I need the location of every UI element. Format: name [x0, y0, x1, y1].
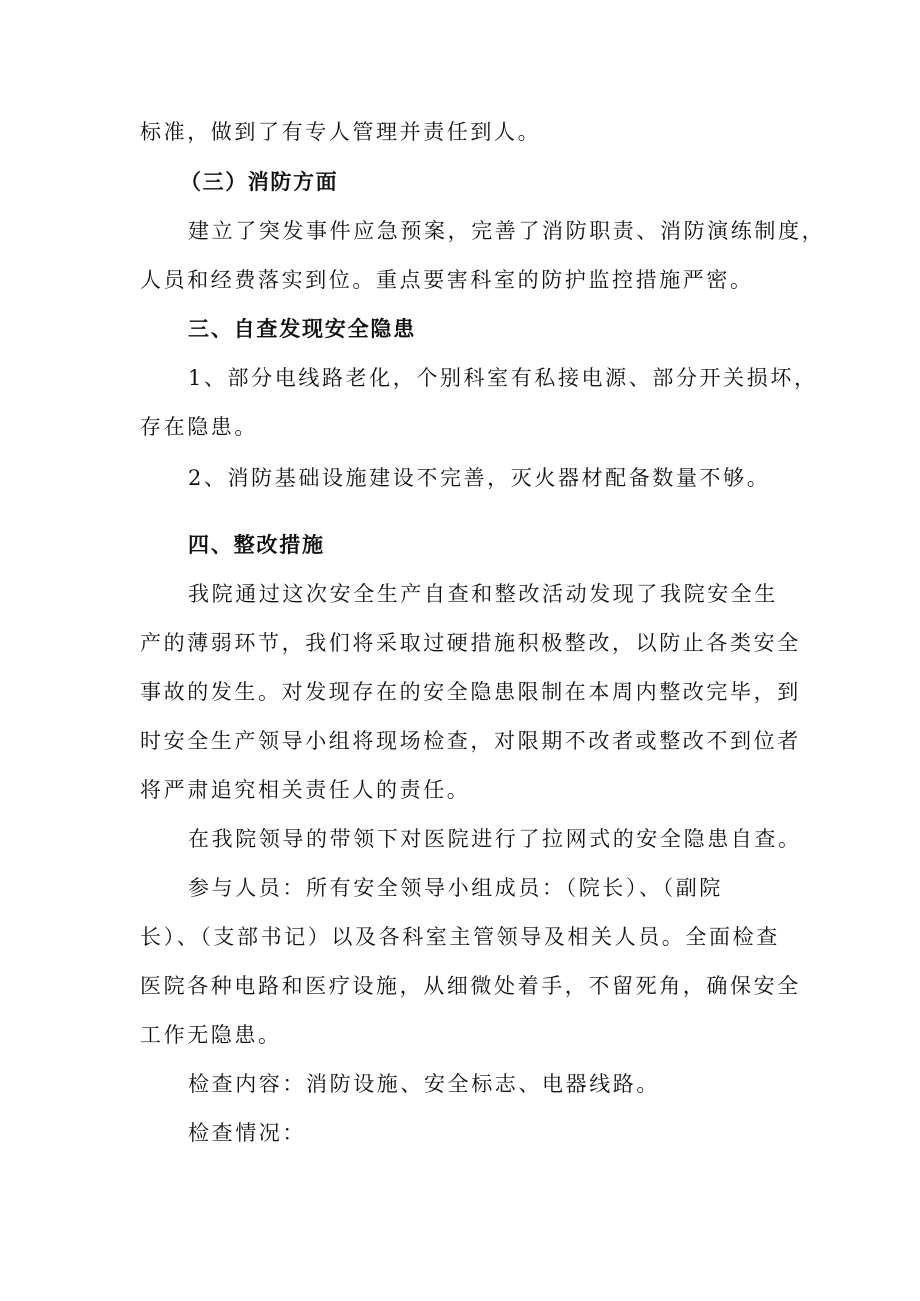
paragraph-line: 产的薄弱环节，我们将采取过硬措施积极整改，以防止各类安全 [140, 631, 801, 655]
section-subheading-fire: （三）消防方面 [180, 170, 339, 194]
paragraph-line: 将严肃追究相关责任人的责任。 [140, 778, 471, 802]
paragraph-line: 检查内容：消防设施、安全标志、电器线路。 [188, 1072, 660, 1096]
paragraph-line: 医院各种电路和医疗设施，从细微处着手，不留死角，确保安全 [140, 974, 801, 998]
list-item: 1、部分电线路老化，个别科室有私接电源、部分开关损坏， [188, 366, 818, 390]
paragraph-line: 在我院领导的带领下对医院进行了拉网式的安全隐患自查。 [188, 827, 802, 851]
paragraph-line: 事故的发生。对发现存在的安全隐患限制在本周内整改完毕，到 [140, 680, 801, 704]
paragraph-line: 标准，做到了有专人管理并责任到人。 [140, 120, 542, 144]
section-heading-hazards: 三、自查发现安全隐患 [188, 317, 416, 341]
section-heading-rectification: 四、整改措施 [188, 533, 325, 557]
paragraph-line: 存在隐患。 [140, 415, 258, 439]
paragraph-line: 工作无隐患。 [140, 1023, 282, 1047]
paragraph-line: 长）、（支部书记）以及各科室主管领导及相关人员。全面检查 [140, 925, 780, 949]
paragraph-line: 建立了突发事件应急预案，完善了消防职责、消防演练制度， [188, 219, 826, 243]
paragraph-line: 参与人员：所有安全领导小组成员：（院长）、（副院 [188, 876, 723, 900]
list-item: 2、消防基础设施建设不完善，灭火器材配备数量不够。 [188, 466, 771, 490]
paragraph-line: 人员和经费落实到位。重点要害科室的防护监控措施严密。 [140, 268, 754, 292]
paragraph-line: 我院通过这次安全生产自查和整改活动发现了我院安全生 [188, 582, 778, 606]
paragraph-line: 时安全生产领导小组将现场检查，对限期不改者或整改不到位者 [140, 729, 801, 753]
paragraph-line: 检查情况： [188, 1121, 306, 1145]
